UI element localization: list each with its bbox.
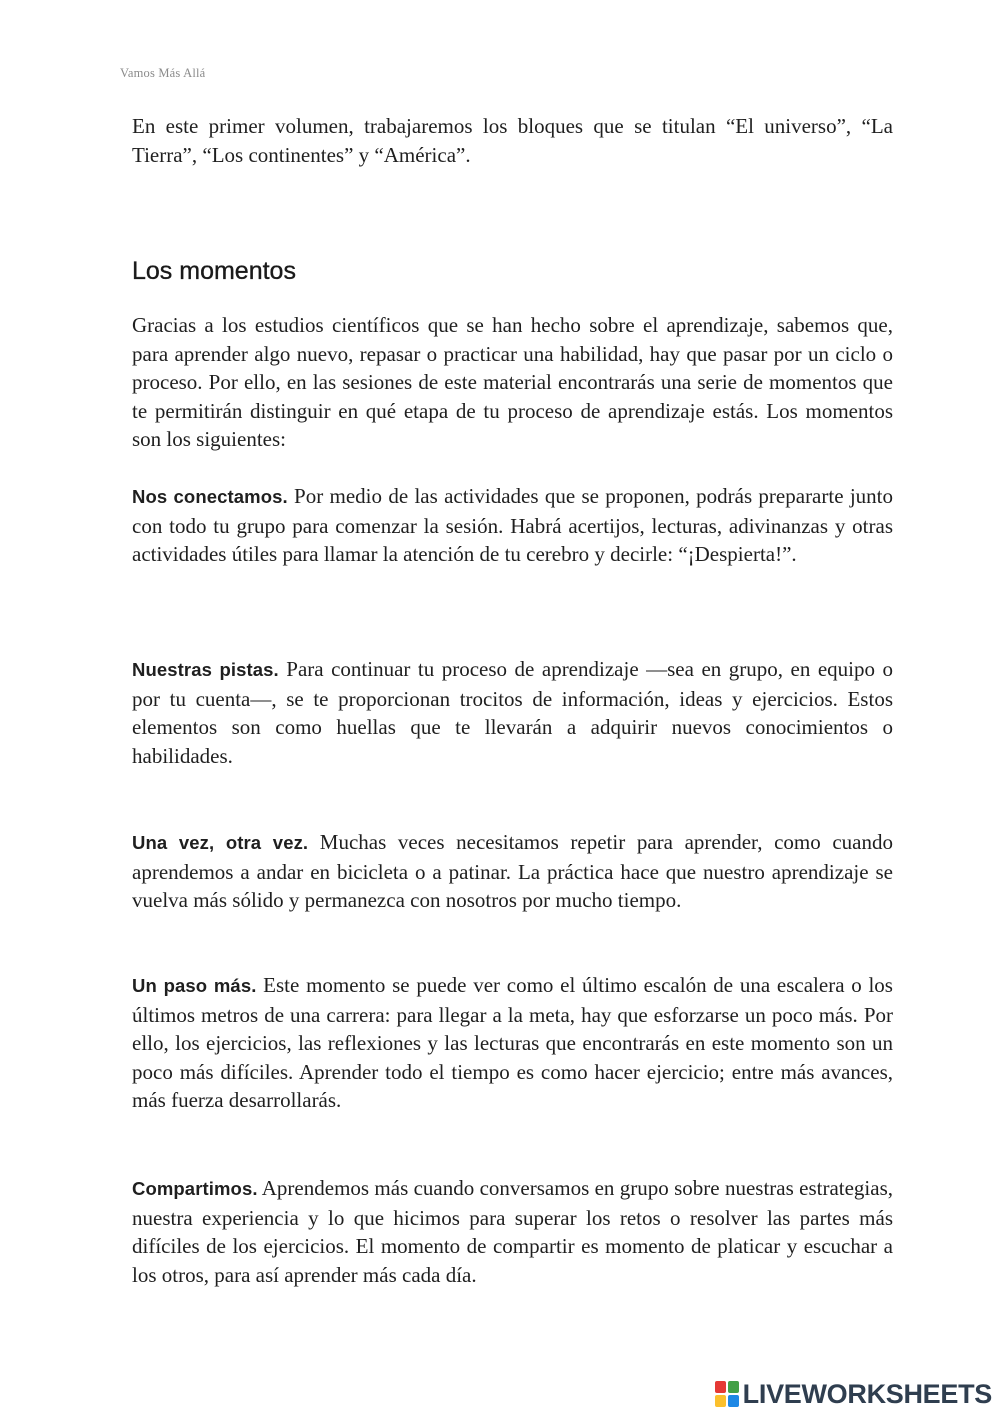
moment-text: Aprendemos más cuando conversamos en grupo sobre nuestras estrategias, nuestra experiencia y lo que hicimos para superar los retos o resolver las partes más difíciles de los ejercicios. El momento de compartir es momento de platicar y escuchar a los otros, para así aprender más cada día.	[132, 1176, 893, 1287]
moment-text: Este momento se puede ver como el último escalón de una escalera o los últimos metros de una carrera: para llegar a la meta, hay que esforzarse un poco más. Por ello, los ejercicios, las reflexiones y las lecturas que encontrarás en este momento son un poco más difíciles. Aprender todo el tiempo es como hacer ejercicio; entre más avances, más fuerza desarrollarás.	[132, 973, 893, 1113]
moment-nos-conectamos	[132, 482, 893, 569]
moment-label: Un paso más.	[132, 975, 257, 996]
running-head: Vamos Más Allá	[120, 66, 206, 80]
moment-un-paso-mas	[132, 971, 893, 1115]
section-intro-paragraph: Gracias a los estudios científicos que se han hecho sobre el aprendizaje, sabemos que, para aprender algo nuevo, repasar o practicar una habilidad, hay que pasar por un ciclo o proceso. Por ello, en las sesiones de este material encontrarás una serie de momentos que te permitirán distinguir en qué etapa de tu proceso de aprendizaje estás. Los momentos son los siguientes:	[132, 313, 893, 452]
moment-text: Muchas veces necesitamos repetir para aprender, como cuando aprendemos a andar en bicicleta o a patinar. La práctica hace que nuestro aprendizaje se vuelva más sólido y permanezca con nosotros por mucho tiempo.	[132, 830, 893, 913]
moment-text: Por medio de las actividades que se proponen, podrás prepararte junto con todo tu grupo para comenzar la sesión. Habrá acertijos, lecturas, adivinanzas y otras actividades útiles para llamar la atención de tu cerebro y decirle: “¡Despierta!”.	[132, 484, 894, 567]
liveworksheets-watermark	[715, 1378, 992, 1410]
section-title: Los momentos	[132, 257, 296, 285]
moment-una-vez-otra-vez	[132, 828, 893, 915]
liveworksheets-logo-icon	[715, 1381, 739, 1407]
logo-cell-blue	[728, 1395, 739, 1407]
moment-nuestras-pistas	[132, 655, 893, 770]
logo-cell-red	[715, 1381, 726, 1393]
logo-cell-yellow	[715, 1395, 726, 1407]
moment-compartimos	[132, 1174, 893, 1289]
logo-cell-green	[728, 1381, 739, 1393]
moment-label: Una vez, otra vez.	[132, 832, 309, 853]
intro-paragraph: En este primer volumen, trabajaremos los bloques que se titulan “El universo”, “La Tierra”, “Los continentes” y “América”.	[132, 114, 893, 167]
moment-label: Nos conectamos.	[132, 486, 288, 507]
moment-label: Compartimos.	[132, 1178, 258, 1199]
moment-label: Nuestras pistas.	[132, 659, 279, 680]
moment-text: Para continuar tu proceso de aprendizaje —sea en grupo, en equipo o por tu cuenta—, se te proporcionan trocitos de información, ideas y ejercicios. Estos elementos son como huellas que te llevarán a adquirir nuevos conocimientos o habilidades.	[132, 657, 893, 768]
watermark-text: LIVEWORKSHEETS	[742, 1378, 992, 1409]
